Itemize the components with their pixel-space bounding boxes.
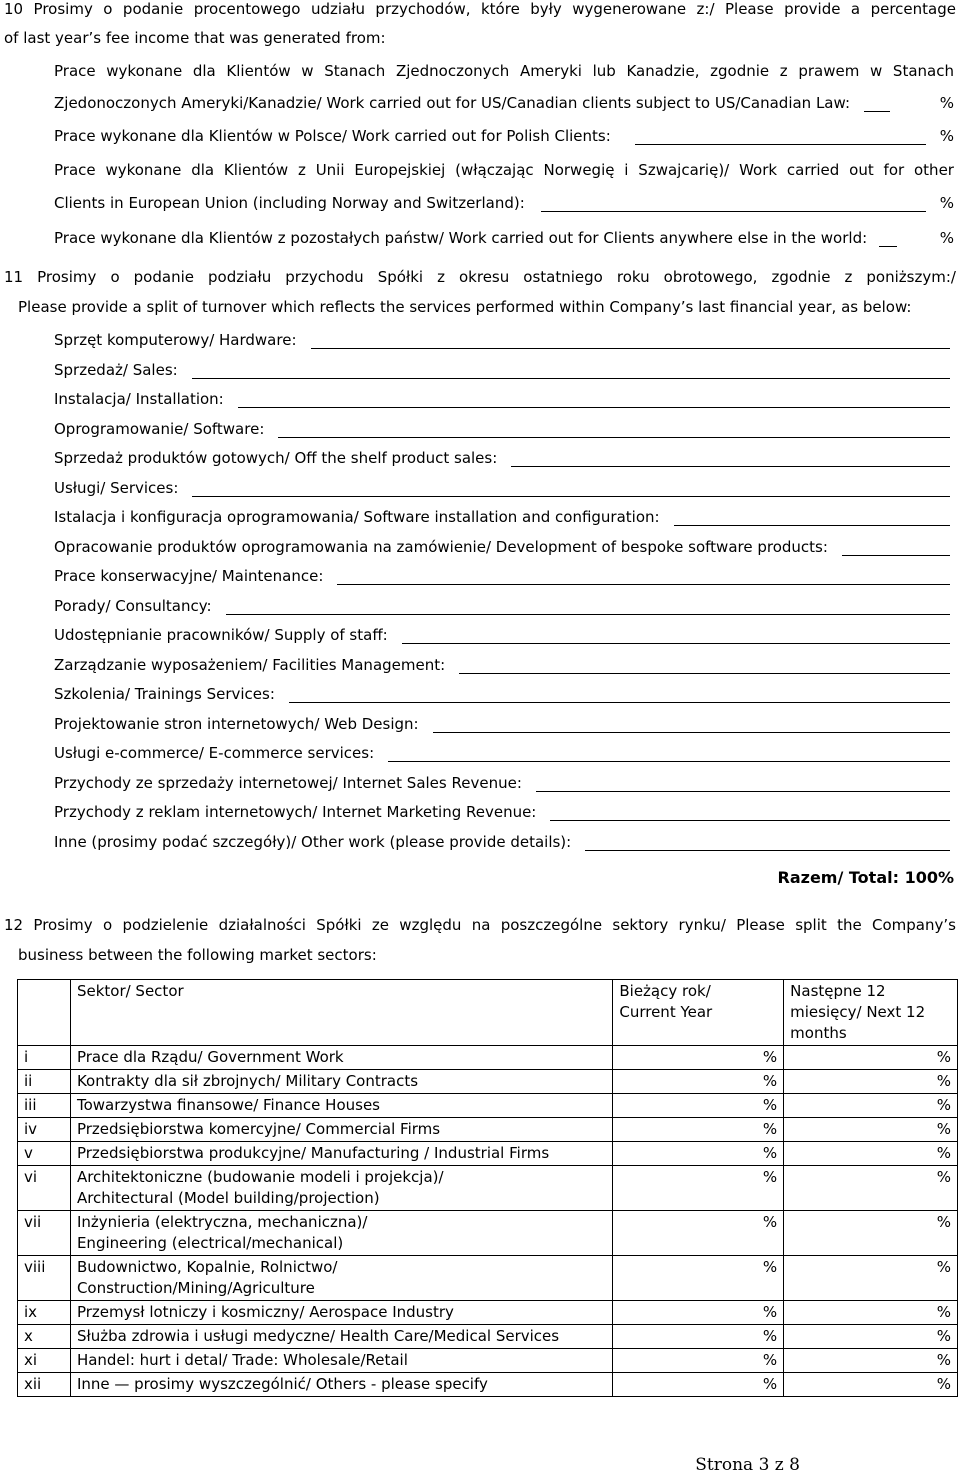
- q10-line-1-word: które: [480, 0, 520, 18]
- turnover-item-field[interactable]: [402, 630, 950, 644]
- q11-line-1-word: przychodu: [285, 268, 364, 286]
- q10-item-1-line-a-word: dla: [192, 62, 216, 80]
- header-sector-label: Sektor/ Sector: [76, 982, 184, 1000]
- q10-item-3: [54, 194, 954, 212]
- q12-line-1-word: Prosimy: [33, 916, 93, 934]
- turnover-item: [54, 479, 950, 497]
- sector-current-year-percent[interactable]: %: [613, 1349, 784, 1373]
- turnover-item-label: Udostępnianie pracowników/ Supply of staff:: [54, 626, 388, 644]
- sector-row-label: [70, 1070, 612, 1094]
- sector-row-label: [70, 1166, 612, 1211]
- turnover-item-label: Porady/ Consultancy:: [54, 596, 212, 615]
- q10-item-3-line-a-word: z: [297, 161, 306, 179]
- turnover-item-field[interactable]: [459, 660, 950, 674]
- sector-row-label: [70, 1142, 612, 1166]
- q10-item-1-line-a-word: w: [869, 62, 883, 80]
- q10-item-3-line-a-word: dla: [191, 161, 215, 179]
- q10-item-3-percent-field[interactable]: [541, 198, 926, 212]
- q10-item-1-line-a-word: wykonane: [106, 62, 183, 80]
- turnover-item-label: Opracowanie produktów oprogramowania na zamówienie/ Development of bespoke software products:: [54, 537, 828, 556]
- q10-line-2: of last year’s fee income that was generated from:: [4, 29, 386, 47]
- turnover-item-label: Oprogramowanie/ Software:: [54, 419, 265, 438]
- turnover-item-field[interactable]: [842, 542, 950, 556]
- q10-line-1-word: 10: [4, 0, 24, 18]
- q10-line-1-word: o: [103, 0, 113, 18]
- sector-row-number: i: [18, 1046, 71, 1070]
- sector-next-12-months-percent[interactable]: %: [784, 1349, 958, 1373]
- sector-row-number: xii: [18, 1373, 71, 1397]
- q10-item-3-line-a-word: carried: [786, 161, 840, 179]
- q10-item-1-line-a-word: Zjednoczonych: [395, 62, 510, 80]
- header-current-line-1: Bieżący rok/: [619, 982, 711, 1000]
- sector-row: [18, 1118, 958, 1142]
- q10-item-3-line-a-word: Unii: [315, 161, 345, 179]
- sector-next-12-months-percent[interactable]: %: [784, 1046, 958, 1070]
- turnover-item-field[interactable]: [433, 719, 950, 733]
- q10-line-1-word: przychodów,: [375, 0, 471, 18]
- turnover-item-label: Szkolenia/ Trainings Services:: [54, 685, 275, 703]
- q10-item-2-percent-sign: %: [939, 127, 954, 145]
- sector-next-12-months-percent[interactable]: %: [784, 1118, 958, 1142]
- q10-line-1-word: a: [850, 0, 861, 18]
- q11-line-1-word: roku: [616, 268, 650, 286]
- q12-line-1-word: ze: [371, 916, 389, 934]
- q12-line-1-word: poszczególne: [500, 916, 603, 934]
- sector-label-line: Inżynieria (elektryczna, mechaniczna)/: [76, 1213, 368, 1231]
- turnover-item: [54, 597, 950, 615]
- sector-row-label: [70, 1211, 612, 1256]
- sector-row-number: viii: [18, 1256, 71, 1301]
- sector-label-line: Kontrakty dla sił zbrojnych/ Military Contracts: [76, 1072, 419, 1090]
- q10-item-4-percent-field[interactable]: [879, 233, 897, 247]
- q10-item-3-line-a-word: wykonane: [105, 161, 182, 179]
- q11-line-1-word: o: [110, 268, 120, 286]
- sector-row-label: [70, 1349, 612, 1373]
- sector-row-label: [70, 1046, 612, 1070]
- sector-row: [18, 1301, 958, 1325]
- q10-item-1-line-a-word: Prace: [54, 62, 96, 80]
- turnover-item-field[interactable]: [511, 453, 950, 467]
- q10-item-3-percent-sign: %: [939, 194, 954, 212]
- q10-item-1-label: Zjedonoczonych Ameryki/Kanadzie/ Work carried out for US/Canadian clients subject to US/Canadian Law:: [54, 94, 851, 112]
- q10-item-3-line-a-word: Klientów: [223, 161, 289, 179]
- turnover-item-field[interactable]: [674, 512, 950, 526]
- sector-row: [18, 1046, 958, 1070]
- q11-line-1-word: zgodnie: [771, 268, 831, 286]
- q12-line-1-word: rynku/: [678, 916, 726, 934]
- q12-line-1-word: 12: [4, 916, 24, 934]
- q10-item-2: [54, 127, 954, 145]
- turnover-item-label: Przychody ze sprzedaży internetowej/ Internet Sales Revenue:: [54, 773, 522, 792]
- turnover-item-label: Sprzedaż produktów gotowych/ Off the shelf product sales:: [54, 449, 498, 467]
- q12-line-1-word: split: [795, 916, 827, 934]
- q12-line-2: business between the following market sectors:: [18, 946, 377, 964]
- sector-next-12-months-percent[interactable]: %: [784, 1301, 958, 1325]
- q12-line-1-word: podzielenie: [122, 916, 209, 934]
- q11-line-1-word: z: [437, 268, 445, 286]
- q10-item-1-line-a-word: Klientów: [226, 62, 291, 80]
- q11-total: Razem/ Total: 100%: [777, 868, 954, 887]
- turnover-item-field[interactable]: [226, 601, 950, 615]
- sector-current-year-percent[interactable]: %: [613, 1142, 784, 1166]
- q12-line-1-word: the: [837, 916, 862, 934]
- sector-row: [18, 1211, 958, 1256]
- turnover-item-field[interactable]: [337, 571, 950, 585]
- sector-current-year-percent[interactable]: %: [613, 1118, 784, 1142]
- sector-row-number: vi: [18, 1166, 71, 1211]
- header-next-line-3: months: [790, 1024, 847, 1042]
- q12-line-1-word: względu: [399, 916, 462, 934]
- q10-item-1-percent-field[interactable]: [864, 98, 890, 112]
- turnover-item-field[interactable]: [536, 778, 950, 792]
- sector-current-year-percent[interactable]: %: [613, 1070, 784, 1094]
- turnover-item-label: Przychody z reklam internetowych/ Internet Marketing Revenue:: [54, 803, 537, 821]
- q10-line-1-word: Please: [724, 0, 774, 18]
- turnover-item-field[interactable]: [192, 483, 950, 497]
- sector-label-line: Handel: hurt i detal/ Trade: Wholesale/Retail: [76, 1351, 408, 1369]
- sector-next-12-months-percent[interactable]: %: [784, 1070, 958, 1094]
- q11-line-1-word: Spółki: [377, 268, 424, 286]
- sector-row-label: [70, 1118, 612, 1142]
- turnover-item-label: Usługi/ Services:: [54, 478, 179, 497]
- turnover-item-label: Inne (prosimy podać szczegóły)/ Other work (please provide details):: [54, 832, 572, 851]
- turnover-item-field[interactable]: [585, 837, 950, 851]
- sector-label-line: Prace dla Rządu/ Government Work: [76, 1048, 344, 1066]
- q10-item-3-line-a: [54, 161, 954, 179]
- sectors-header-row: [18, 980, 958, 1046]
- sector-label-line: Przedsiębiorstwa produkcyjne/ Manufacturing / Industrial Firms: [76, 1144, 550, 1162]
- turnover-item-field[interactable]: [388, 748, 950, 762]
- sector-current-year-percent[interactable]: %: [613, 1046, 784, 1070]
- turnover-item-field[interactable]: [238, 394, 950, 408]
- q12-line-1-word: Please: [736, 916, 785, 934]
- q10-item-3-line-a-word: Europejskiej: [354, 161, 446, 179]
- sector-current-year-percent[interactable]: %: [613, 1166, 784, 1211]
- sector-row: [18, 1070, 958, 1094]
- turnover-item-label: Usługi e-commerce/ E-commerce services:: [54, 744, 375, 762]
- turnover-item: [54, 685, 950, 703]
- sector-next-12-months-percent[interactable]: %: [784, 1166, 958, 1211]
- turnover-item: [54, 656, 950, 674]
- q10-line-1: [4, 0, 956, 18]
- turnover-item-label: Instalacja/ Installation:: [54, 390, 224, 408]
- sector-row: [18, 1256, 958, 1301]
- q10-line-1-word: procentowego: [193, 0, 301, 18]
- q10-item-1-line-a-word: Ameryki: [519, 62, 582, 80]
- q10-line-1-word: udziału: [310, 0, 365, 18]
- header-sector-cell: [70, 980, 612, 1046]
- sector-current-year-percent[interactable]: %: [613, 1301, 784, 1325]
- sector-row: [18, 1325, 958, 1349]
- q12-line-1-word: Company’s: [872, 916, 956, 934]
- sector-row-label: [70, 1256, 612, 1301]
- q10-line-1-word: wygenerowane: [572, 0, 687, 18]
- sector-current-year-percent[interactable]: %: [613, 1094, 784, 1118]
- q10-item-3-line-a-word: Szwajcarię)/: [638, 161, 730, 179]
- sector-label-line: Towarzystwa finansowe/ Finance Houses: [76, 1096, 380, 1114]
- turnover-item-label: Prace konserwacyjne/ Maintenance:: [54, 567, 324, 585]
- q10-item-1-line-a-word: w: [301, 62, 314, 80]
- header-current-line-2: Current Year: [619, 1003, 713, 1021]
- sector-row: [18, 1166, 958, 1211]
- q10-item-1-line-a-word: z: [779, 62, 788, 80]
- q10-item-3-line-a-word: out: [849, 161, 874, 179]
- q11-line-1-word: obrotowego,: [663, 268, 758, 286]
- turnover-item: [54, 331, 950, 349]
- sector-row-number: xi: [18, 1349, 71, 1373]
- q10-item-1: [54, 94, 954, 112]
- turnover-item-label: Istalacja i konfiguracja oprogramowania/ Software installation and configuration:: [54, 508, 660, 526]
- turnover-item-label: Sprzedaż/ Sales:: [54, 360, 178, 379]
- sector-label-line: Engineering (electrical/mechanical): [76, 1234, 344, 1252]
- q12-line-1-word: działalności: [218, 916, 306, 934]
- sector-next-12-months-percent[interactable]: %: [784, 1142, 958, 1166]
- sector-row-label: [70, 1373, 612, 1397]
- q10-line-1-word: provide: [784, 0, 841, 18]
- q10-item-3-line-a-word: Prace: [54, 161, 96, 179]
- q10-item-1-line-a-word: zgodnie: [710, 62, 770, 80]
- q12-line-1: [4, 916, 956, 934]
- q11-line-1-word: ostatniego: [523, 268, 603, 286]
- header-num-cell: [18, 980, 71, 1046]
- sector-row: [18, 1349, 958, 1373]
- q10-line-1-word: podanie: [122, 0, 184, 18]
- sector-current-year-percent[interactable]: %: [613, 1256, 784, 1301]
- header-next-line-1: Następne 12: [790, 982, 886, 1000]
- turnover-item: [54, 361, 950, 379]
- turnover-item: [54, 774, 950, 792]
- q10-item-1-line-a-word: prawem: [798, 62, 860, 80]
- turnover-item: [54, 449, 950, 467]
- turnover-item-field[interactable]: [192, 365, 950, 379]
- sector-current-year-percent[interactable]: %: [613, 1373, 784, 1397]
- sector-label-line: Architectural (Model building/projection): [76, 1189, 380, 1207]
- q11-line-1-word: 11: [4, 268, 24, 286]
- turnover-item-field[interactable]: [278, 424, 950, 438]
- q10-item-3-line-a-word: Work: [739, 161, 778, 179]
- sector-label-line: Budownictwo, Kopalnie, Rolnictwo/: [76, 1258, 338, 1276]
- sector-label-line: Inne — prosimy wyszczególnić/ Others - please specify: [76, 1375, 488, 1393]
- q10-item-3-line-a-word: Norwegię: [543, 161, 615, 179]
- q10-item-3-label: Clients in European Union (including Norway and Switzerland):: [54, 194, 525, 212]
- q10-item-3-line-a-word: for: [883, 161, 905, 179]
- q11-line-2: Please provide a split of turnover which reflects the services performed within Company’s last financial year, as below:: [18, 298, 912, 316]
- sector-row: [18, 1094, 958, 1118]
- sector-row-number: iii: [18, 1094, 71, 1118]
- q12-line-1-word: na: [471, 916, 491, 934]
- turnover-item-field[interactable]: [550, 807, 950, 821]
- sector-row: [18, 1142, 958, 1166]
- turnover-item: [54, 567, 950, 585]
- sector-row-number: iv: [18, 1118, 71, 1142]
- sector-row-label: [70, 1301, 612, 1325]
- q10-line-1-word: percentage: [870, 0, 956, 18]
- sector-current-year-percent[interactable]: %: [613, 1211, 784, 1256]
- turnover-item: [54, 508, 950, 526]
- sector-next-12-months-percent[interactable]: %: [784, 1094, 958, 1118]
- q10-line-1-word: były: [530, 0, 562, 18]
- q10-line-1-word: z:/: [696, 0, 715, 18]
- q10-item-3-line-a-word: other: [914, 161, 954, 179]
- header-next-cell: [784, 980, 958, 1046]
- q11-line-1-word: podanie: [133, 268, 194, 286]
- turnover-item: [54, 715, 950, 733]
- sector-row: [18, 1373, 958, 1397]
- q10-item-3-line-a-word: (włączając: [455, 161, 534, 179]
- q11-line-1-word: z: [844, 268, 853, 286]
- q10-item-2-percent-field[interactable]: [635, 131, 926, 145]
- sector-label-line: Architektoniczne (budowanie modeli i projekcja)/: [76, 1168, 444, 1186]
- q10-item-1-line-a-word: lub: [592, 62, 616, 80]
- q11-line-1-word: Prosimy: [37, 268, 97, 286]
- sector-next-12-months-percent[interactable]: %: [784, 1373, 958, 1397]
- sector-next-12-months-percent[interactable]: %: [784, 1211, 958, 1256]
- sector-current-year-percent[interactable]: %: [613, 1325, 784, 1349]
- sector-label-line: Construction/Mining/Agriculture: [76, 1279, 315, 1297]
- sector-row-label: [70, 1325, 612, 1349]
- page-number: Strona 3 z 8: [695, 1455, 800, 1474]
- sector-row-number: v: [18, 1142, 71, 1166]
- sectors-table: [17, 979, 958, 1397]
- q10-item-3-line-a-word: i: [624, 161, 629, 179]
- sector-row-number: x: [18, 1325, 71, 1349]
- sector-label-line: Przedsiębiorstwa komercyjne/ Commercial Firms: [76, 1120, 441, 1138]
- q10-item-1-line-a-word: Stanach: [324, 62, 386, 80]
- q11-line-1-word: okresu: [459, 268, 510, 286]
- sector-next-12-months-percent[interactable]: %: [784, 1256, 958, 1301]
- header-current-cell: [613, 980, 784, 1046]
- sector-row-number: vii: [18, 1211, 71, 1256]
- turnover-item-field[interactable]: [311, 335, 951, 349]
- sector-row-number: ii: [18, 1070, 71, 1094]
- sector-row-number: ix: [18, 1301, 71, 1325]
- turnover-item: [54, 626, 950, 644]
- q11-line-1: [4, 268, 956, 286]
- q11-line-1-word: podziału: [208, 268, 272, 286]
- q10-item-1-percent-sign: %: [939, 94, 954, 112]
- turnover-item: [54, 833, 950, 851]
- sector-row-label: [70, 1094, 612, 1118]
- q10-item-4: [54, 229, 954, 247]
- turnover-item: [54, 803, 950, 821]
- turnover-item-label: Projektowanie stron internetowych/ Web Design:: [54, 714, 419, 733]
- q10-item-1-line-a-word: Kanadzie,: [626, 62, 700, 80]
- sector-label-line: Służba zdrowia i usługi medyczne/ Health Care/Medical Services: [76, 1327, 560, 1345]
- q10-item-4-percent-sign: %: [939, 229, 954, 247]
- q12-line-1-word: sektory: [612, 916, 669, 934]
- turnover-item-field[interactable]: [289, 689, 950, 703]
- turnover-item: [54, 390, 950, 408]
- q10-item-1-line-a: [54, 62, 954, 80]
- sector-next-12-months-percent[interactable]: %: [784, 1325, 958, 1349]
- q11-line-1-word: poniższym:/: [866, 268, 956, 286]
- q12-line-1-word: o: [103, 916, 113, 934]
- header-next-line-2: miesięcy/ Next 12: [790, 1003, 926, 1021]
- q10-item-1-line-a-word: Stanach: [892, 62, 954, 80]
- turnover-item: [54, 538, 950, 556]
- q10-item-2-label: Prace wykonane dla Klientów w Polsce/ Work carried out for Polish Clients:: [54, 127, 611, 145]
- q12-line-1-word: Spółki: [316, 916, 362, 934]
- turnover-item-label: Zarządzanie wyposażeniem/ Facilities Management:: [54, 655, 446, 674]
- sector-label-line: Przemysł lotniczy i kosmiczny/ Aerospace Industry: [76, 1303, 454, 1321]
- turnover-item: [54, 420, 950, 438]
- turnover-item: [54, 744, 950, 762]
- q10-item-4-label: Prace wykonane dla Klientów z pozostałych państw/ Work carried out for Clients anywhere else in the world:: [54, 229, 868, 247]
- turnover-item-label: Sprzęt komputerowy/ Hardware:: [54, 331, 297, 349]
- q10-line-1-word: Prosimy: [33, 0, 93, 18]
